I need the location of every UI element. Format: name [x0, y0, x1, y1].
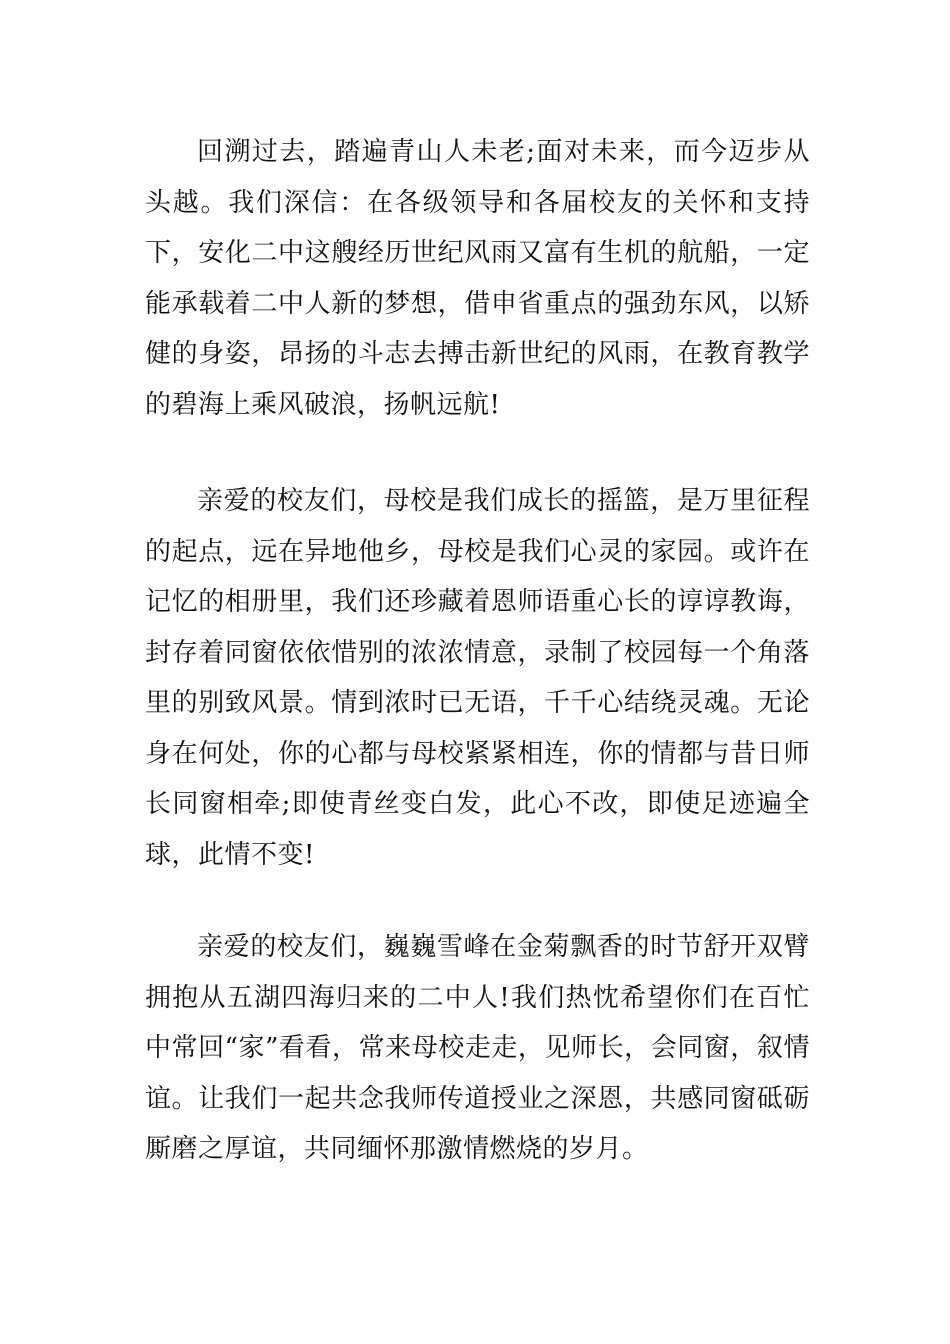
paragraph-3: 亲爱的校友们，巍巍雪峰在金菊飘香的时节舒开双臂拥抱从五湖四海归来的二中人!我们热忱希望你们在百忙中常回“家”看看，常来母校走走，见师长，会同窗，叙情谊。让我们一起共念我师传道授业之深恩，共感同窗砥砺厮磨之厚谊，共同缅怀那激情燃烧的岁月。	[145, 932, 810, 1164]
paragraph-2: 亲爱的校友们，母校是我们成长的摇篮，是万里征程的起点，远在异地他乡，母校是我们心灵的家园。或许在记忆的相册里，我们还珍藏着恩师语重心长的谆谆教诲，封存着同窗依依惜别的浓浓情意，录制了校园每一个角落里的别致风景。情到浓时已无语，千千心结绕灵魂。无论身在何处，你的心都与母校紧紧相连，你的情都与昔日师长同窗相牵;即使青丝变白发，此心不改，即使足迹遍全球，此情不变!	[145, 486, 810, 870]
paragraph-1: 回溯过去，踏遍青山人未老;面对未来，而今迈步从头越。我们深信：在各级领导和各届校友的关怀和支持下，安化二中这艘经历世纪风雨又富有生机的航船，一定能承载着二中人新的梦想，借申省重点的强劲东风，以矫健的身姿，昂扬的斗志去搏击新世纪的风雨，在教育教学的碧海上乘风破浪，扬帆远航!	[145, 137, 810, 420]
